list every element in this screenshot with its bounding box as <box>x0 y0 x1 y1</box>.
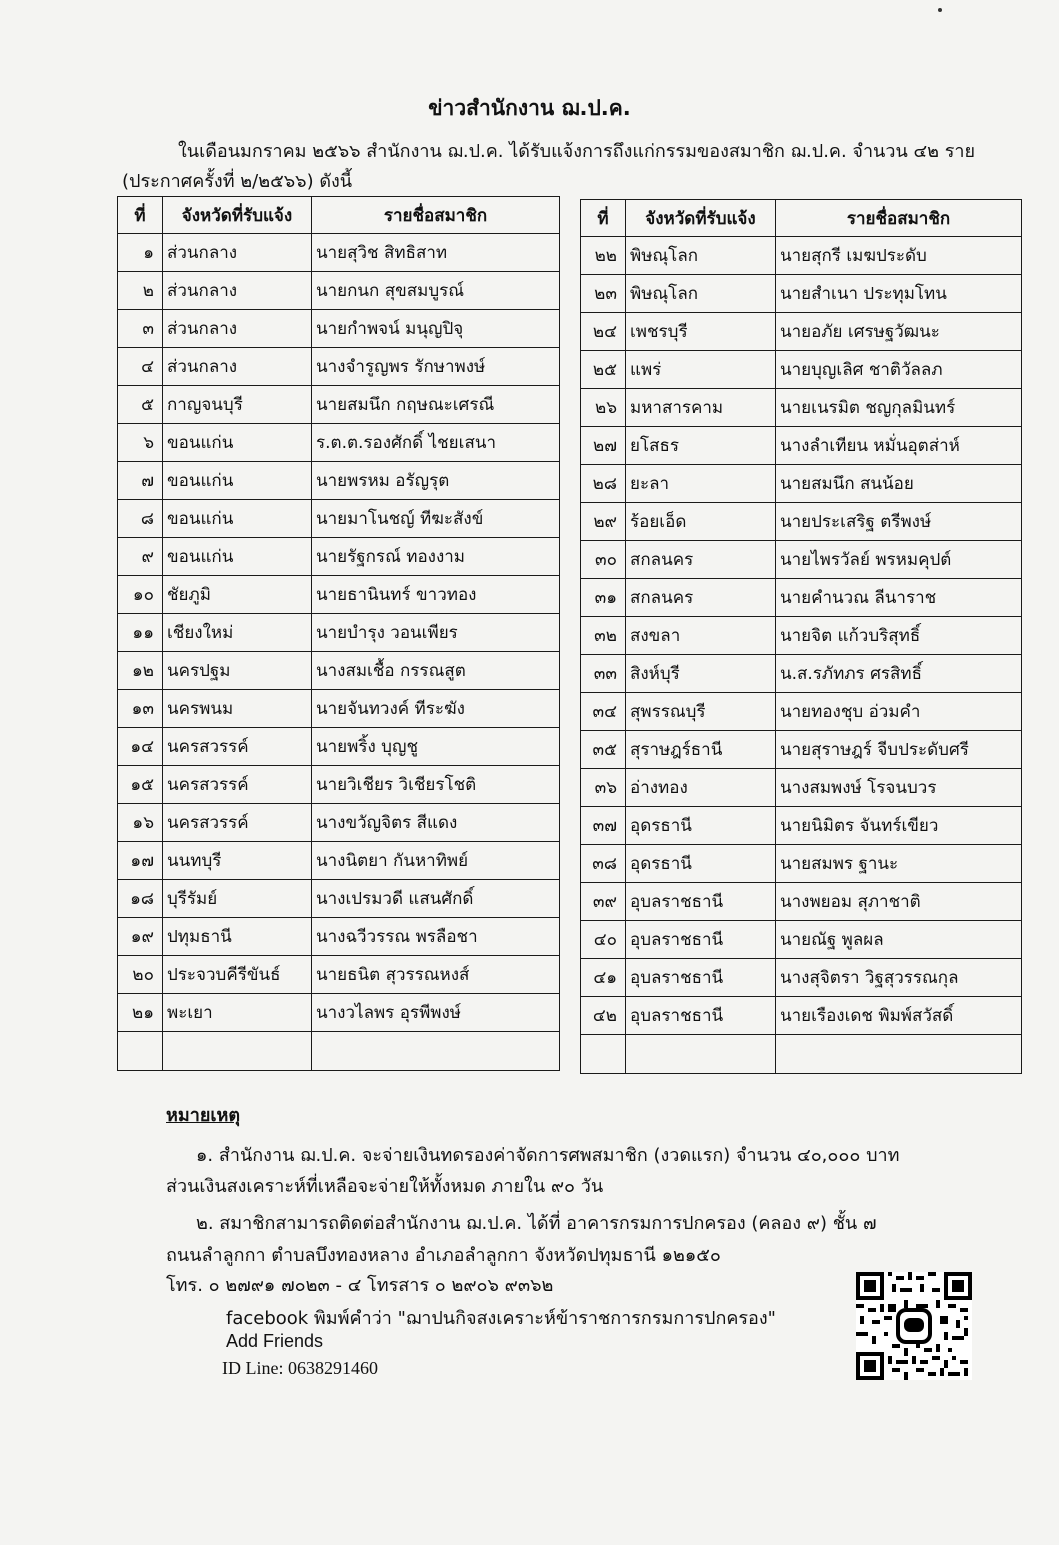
row-number: ๑๘ <box>118 880 163 918</box>
row-number: ๑๑ <box>118 614 163 652</box>
row-member-name: นายพรหม อรัญรุต <box>312 462 560 500</box>
row-number: ๒๙ <box>581 503 626 541</box>
members-table-left <box>117 196 560 1071</box>
row-member-name: นางฉวีวรรณ พรลือชา <box>312 918 560 956</box>
members-table-right <box>580 199 1022 1074</box>
empty-cell <box>776 1035 1022 1074</box>
header-num: ที่ <box>118 197 163 234</box>
row-province: อุดรธานี <box>626 807 776 845</box>
row-member-name: ร.ต.ต.รองศักดิ์ ไชยเสนา <box>312 424 560 462</box>
row-member-name: นายเรืองเดช พิมพ์สวัสดิ์ <box>776 997 1022 1035</box>
note-2-line-2: ถนนลำลูกกา ตำบลบึงทองหลาง อำเภอลำลูกกา จังหวัดปทุมธานี ๑๒๑๕๐ <box>166 1245 721 1266</box>
row-member-name: นายบุญเลิศ ชาติวัลลภ <box>776 351 1022 389</box>
table-row <box>118 462 560 500</box>
row-member-name: นายจิต แก้วบริสุทธิ์ <box>776 617 1022 655</box>
row-number: ๓๔ <box>581 693 626 731</box>
table-row <box>581 921 1022 959</box>
notes-title: หมายเหตุ <box>166 1105 241 1126</box>
row-member-name: นายนิมิตร จันทร์เขียว <box>776 807 1022 845</box>
row-number: ๓๑ <box>581 579 626 617</box>
row-member-name: น.ส.รภัทภร ศรสิทธิ์ <box>776 655 1022 693</box>
row-member-name: นายจันทวงค์ ทีระฆัง <box>312 690 560 728</box>
row-member-name: นายสมพร ฐานะ <box>776 845 1022 883</box>
row-province: ร้อยเอ็ด <box>626 503 776 541</box>
row-province: พิษณุโลก <box>626 237 776 275</box>
row-province: สุพรรณบุรี <box>626 693 776 731</box>
row-province: ชัยภูมิ <box>163 576 312 614</box>
table-row <box>581 959 1022 997</box>
row-member-name: นางลำเทียน หมั่นอุตส่าห์ <box>776 427 1022 465</box>
row-member-name: นายเนรมิต ชญกุลมินทร์ <box>776 389 1022 427</box>
row-member-name: นายสุกรี เมฆประดับ <box>776 237 1022 275</box>
table-row <box>581 313 1022 351</box>
table-empty-row <box>581 1035 1022 1074</box>
row-number: ๔ <box>118 348 163 386</box>
row-province: สกลนคร <box>626 579 776 617</box>
row-member-name: นางสมเชื้อ กรรณสูต <box>312 652 560 690</box>
row-number: ๔๒ <box>581 997 626 1035</box>
table-row <box>581 845 1022 883</box>
facebook-search-text: facebook พิมพ์คำว่า "ฌาปนกิจสงเคราะห์ข้าราชการกรมการปกครอง" <box>226 1308 776 1329</box>
row-number: ๘ <box>118 500 163 538</box>
row-number: ๒๓ <box>581 275 626 313</box>
row-province: สุราษฎร์ธานี <box>626 731 776 769</box>
row-member-name: นายณัฐ พูลผล <box>776 921 1022 959</box>
row-province: ประจวบคีรีขันธ์ <box>163 956 312 994</box>
row-member-name: นายกำพจน์ มนุญปิจุ <box>312 310 560 348</box>
row-number: ๑๕ <box>118 766 163 804</box>
intro-line-1: ในเดือนมกราคม ๒๕๖๖ สำนักงาน ฌ.ป.ค. ได้รับแจ้งการถึงแก่กรรมของสมาชิก ฌ.ป.ค. จำนวน ๔๒ ราย <box>178 141 976 162</box>
note-1-line-1: ๑. สำนักงาน ฌ.ป.ค. จะจ่ายเงินทดรองค่าจัดการศพสมาชิก (งวดแรก) จำนวน ๔๐,๐๐๐ บาท <box>196 1145 900 1166</box>
row-province: กาญจนบุรี <box>163 386 312 424</box>
row-number: ๙ <box>118 538 163 576</box>
empty-cell <box>163 1032 312 1071</box>
row-province: นครปฐม <box>163 652 312 690</box>
table-row <box>581 237 1022 275</box>
row-number: ๑๔ <box>118 728 163 766</box>
row-province: ส่วนกลาง <box>163 310 312 348</box>
table-row <box>118 500 560 538</box>
row-province: อุบลราชธานี <box>626 959 776 997</box>
table-row <box>581 503 1022 541</box>
table-row <box>118 386 560 424</box>
add-friends-text: Add Friends <box>226 1331 324 1351</box>
table-row <box>118 424 560 462</box>
table-row <box>118 842 560 880</box>
table-row <box>118 804 560 842</box>
paper-speck <box>938 8 942 12</box>
row-member-name: นายสุวิช สิทธิสาท <box>312 234 560 272</box>
note-1-line-2: ส่วนเงินสงเคราะห์ที่เหลือจะจ่ายให้ทั้งหมด ภายใน ๙๐ วัน <box>166 1176 604 1197</box>
row-number: ๑๗ <box>118 842 163 880</box>
row-member-name: นางเปรมวดี แสนศักดิ์ <box>312 880 560 918</box>
table-row <box>581 693 1022 731</box>
table-row <box>118 880 560 918</box>
table-row <box>118 310 560 348</box>
row-member-name: นางพยอม สุภาชาติ <box>776 883 1022 921</box>
table-row <box>581 541 1022 579</box>
row-province: มหาสารคาม <box>626 389 776 427</box>
row-member-name: นายบำรุง วอนเพียร <box>312 614 560 652</box>
row-number: ๑๙ <box>118 918 163 956</box>
row-province: พิษณุโลก <box>626 275 776 313</box>
table-row <box>118 690 560 728</box>
contact-phone-fax: โทร. ๐ ๒๗๙๑ ๗๐๒๓ - ๔ โทรสาร ๐ ๒๙๐๖ ๙๓๖๒ <box>166 1275 554 1296</box>
header-province: จังหวัดที่รับแจ้ง <box>626 200 776 237</box>
row-number: ๓๙ <box>581 883 626 921</box>
empty-cell <box>312 1032 560 1071</box>
row-province: ส่วนกลาง <box>163 348 312 386</box>
table-row <box>581 807 1022 845</box>
table-row <box>581 275 1022 313</box>
row-province: อุบลราชธานี <box>626 883 776 921</box>
row-number: ๒๘ <box>581 465 626 503</box>
row-member-name: นายมาโนชญ์ ทีฆะสังข์ <box>312 500 560 538</box>
row-member-name: นายวิเชียร วิเชียรโชติ <box>312 766 560 804</box>
row-member-name: นายสมนึก สนน้อย <box>776 465 1022 503</box>
row-province: พะเยา <box>163 994 312 1032</box>
table-header-row <box>118 197 560 234</box>
row-number: ๑๒ <box>118 652 163 690</box>
row-province: สกลนคร <box>626 541 776 579</box>
empty-cell <box>118 1032 163 1071</box>
table-body-right <box>581 237 1022 1074</box>
row-member-name: นายรัฐกรณ์ ทองงาม <box>312 538 560 576</box>
row-province: ขอนแก่น <box>163 424 312 462</box>
empty-cell <box>626 1035 776 1074</box>
row-province: นครสวรรค์ <box>163 804 312 842</box>
table-row <box>581 579 1022 617</box>
row-member-name: นายทองชุบ อ่วมคำ <box>776 693 1022 731</box>
row-province: ยะลา <box>626 465 776 503</box>
row-member-name: นายสมนึก กฤษณะเศรณี <box>312 386 560 424</box>
row-province: ขอนแก่น <box>163 500 312 538</box>
note-2-line-1: ๒. สมาชิกสามารถติดต่อสำนักงาน ฌ.ป.ค. ได้ที่ อาคารกรมการปกครอง (คลอง ๙) ชั้น ๗ <box>196 1213 877 1234</box>
row-member-name: นายธานินทร์ ขาวทอง <box>312 576 560 614</box>
row-province: ส่วนกลาง <box>163 272 312 310</box>
header-province: จังหวัดที่รับแจ้ง <box>163 197 312 234</box>
row-number: ๓๗ <box>581 807 626 845</box>
row-number: ๑ <box>118 234 163 272</box>
row-member-name: นางสมพงษ์ โรจนบวร <box>776 769 1022 807</box>
row-number: ๒๑ <box>118 994 163 1032</box>
table-row <box>581 655 1022 693</box>
row-province: แพร่ <box>626 351 776 389</box>
header-name: รายชื่อสมาชิก <box>776 200 1022 237</box>
row-member-name: นางขวัญจิตร สีแดง <box>312 804 560 842</box>
header-name: รายชื่อสมาชิก <box>312 197 560 234</box>
table-empty-row <box>118 1032 560 1071</box>
row-number: ๑๓ <box>118 690 163 728</box>
table-row <box>118 234 560 272</box>
row-member-name: นายพริ้ง บุญชู <box>312 728 560 766</box>
row-province: นครสวรรค์ <box>163 766 312 804</box>
table-row <box>118 348 560 386</box>
row-number: ๑๖ <box>118 804 163 842</box>
table-row <box>118 728 560 766</box>
row-province: นนทบุรี <box>163 842 312 880</box>
row-province: สิงห์บุรี <box>626 655 776 693</box>
table-row <box>581 731 1022 769</box>
row-number: ๒๒ <box>581 237 626 275</box>
row-member-name: นายไพรวัลย์ พรหมคุปต์ <box>776 541 1022 579</box>
row-number: ๒๕ <box>581 351 626 389</box>
row-province: อ่างทอง <box>626 769 776 807</box>
row-province: อุบลราชธานี <box>626 997 776 1035</box>
table-body-left <box>118 234 560 1071</box>
table-row <box>581 389 1022 427</box>
row-province: ขอนแก่น <box>163 462 312 500</box>
table-row <box>581 997 1022 1035</box>
row-number: ๔๐ <box>581 921 626 959</box>
table-row <box>118 272 560 310</box>
row-province: ปทุมธานี <box>163 918 312 956</box>
row-number: ๓ <box>118 310 163 348</box>
row-member-name: นายธนิต สุวรรณหงส์ <box>312 956 560 994</box>
row-province: อุดรธานี <box>626 845 776 883</box>
table-row <box>118 614 560 652</box>
row-number: ๒๖ <box>581 389 626 427</box>
row-number: ๒ <box>118 272 163 310</box>
row-number: ๓๖ <box>581 769 626 807</box>
row-member-name: นายสุราษฎร์ จีบประดับศรี <box>776 731 1022 769</box>
table-row <box>118 766 560 804</box>
table-row <box>118 994 560 1032</box>
header-num: ที่ <box>581 200 626 237</box>
row-number: ๑๐ <box>118 576 163 614</box>
row-province: ขอนแก่น <box>163 538 312 576</box>
row-member-name: นายคำนวณ ลีนาราช <box>776 579 1022 617</box>
line-qr-code-icon <box>856 1272 972 1380</box>
row-number: ๔๑ <box>581 959 626 997</box>
table-row <box>118 956 560 994</box>
row-member-name: นางวไลพร อุรพีพงษ์ <box>312 994 560 1032</box>
row-province: อุบลราชธานี <box>626 921 776 959</box>
row-member-name: นางสุจิตรา วิฐสุวรรณกุล <box>776 959 1022 997</box>
row-number: ๕ <box>118 386 163 424</box>
row-number: ๓๕ <box>581 731 626 769</box>
table-row <box>581 465 1022 503</box>
row-province: ส่วนกลาง <box>163 234 312 272</box>
row-province: เชียงใหม่ <box>163 614 312 652</box>
table-row <box>118 576 560 614</box>
row-province: นครสวรรค์ <box>163 728 312 766</box>
table-header-row <box>581 200 1022 237</box>
intro-line-2: (ประกาศครั้งที่ ๒/๒๕๖๖) ดังนี้ <box>122 171 353 192</box>
row-province: บุรีรัมย์ <box>163 880 312 918</box>
table-row <box>581 769 1022 807</box>
row-member-name: นายสำเนา ประทุมโทน <box>776 275 1022 313</box>
row-province: เพชรบุรี <box>626 313 776 351</box>
line-id-text: ID Line: 0638291460 <box>222 1358 378 1378</box>
table-row <box>581 427 1022 465</box>
row-number: ๓๒ <box>581 617 626 655</box>
page-title: ข่าวสำนักงาน ฌ.ป.ค. <box>428 96 631 120</box>
table-row <box>581 351 1022 389</box>
row-number: ๖ <box>118 424 163 462</box>
table-row <box>118 652 560 690</box>
row-province: ยโสธร <box>626 427 776 465</box>
row-member-name: นายอภัย เศรษฐวัฒนะ <box>776 313 1022 351</box>
table-row <box>581 883 1022 921</box>
row-number: ๒๔ <box>581 313 626 351</box>
row-number: ๓๐ <box>581 541 626 579</box>
table-row <box>118 538 560 576</box>
row-member-name: นายกนก สุขสมบูรณ์ <box>312 272 560 310</box>
table-row <box>118 918 560 956</box>
empty-cell <box>581 1035 626 1074</box>
row-number: ๒๐ <box>118 956 163 994</box>
row-number: ๗ <box>118 462 163 500</box>
row-number: ๒๗ <box>581 427 626 465</box>
row-member-name: นายประเสริฐ ตรีพงษ์ <box>776 503 1022 541</box>
table-row <box>581 617 1022 655</box>
row-number: ๓๘ <box>581 845 626 883</box>
row-member-name: นางจำรูญพร รักษาพงษ์ <box>312 348 560 386</box>
row-province: สงขลา <box>626 617 776 655</box>
row-member-name: นางนิตยา กันหาทิพย์ <box>312 842 560 880</box>
row-province: นครพนม <box>163 690 312 728</box>
row-number: ๓๓ <box>581 655 626 693</box>
